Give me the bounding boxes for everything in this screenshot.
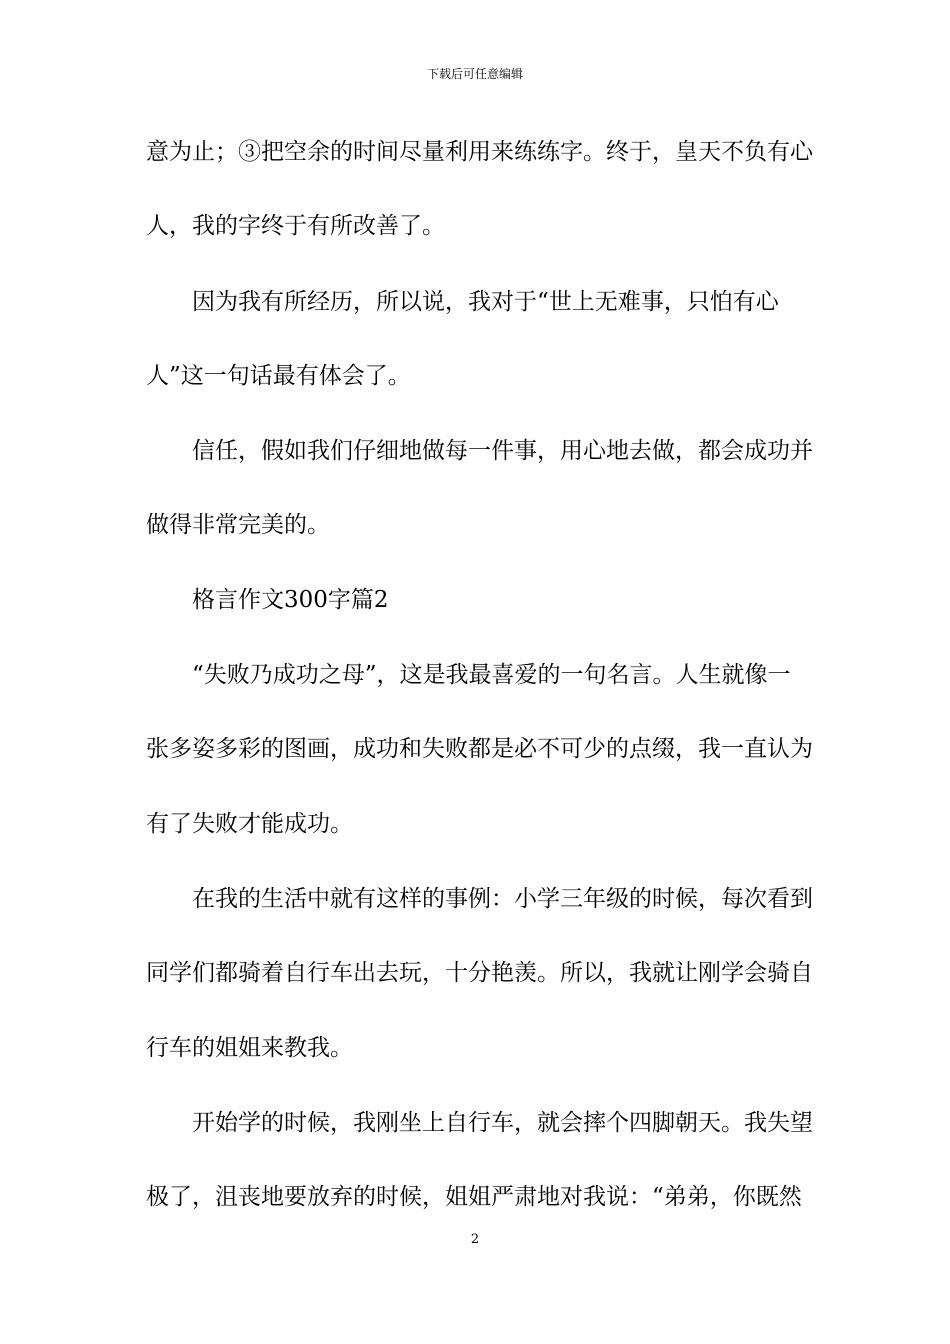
text-line: 在我的生活中就有这样的事例：小学三年级的时候，每次看到: [192, 886, 813, 912]
text-line: 人，我的字终于有所改善了。: [146, 213, 445, 239]
text-line: 有了失败才能成功。: [146, 811, 353, 837]
text-line: 开始学的时候，我刚坐上自行车，就会摔个四脚朝天。我失望: [192, 1110, 813, 1136]
text-line: 意为止；③把空余的时间尽量利用来练练字。终于，皇天不负有心: [146, 139, 813, 165]
text-line: “失败乃成功之母”，这是我最喜爱的一句名言。人生就像一: [192, 662, 791, 688]
text-line: 极了，沮丧地要放弃的时候，姐姐严肃地对我说：“弟弟，你既然: [146, 1184, 802, 1210]
section-heading: 格言作文300字篇2: [192, 587, 389, 613]
page-number: 2: [470, 1232, 480, 1247]
text-line: 张多姿多彩的图画，成功和失败都是必不可少的点缀，我一直认为: [146, 736, 813, 762]
text-line: 因为我有所经历，所以说，我对于“世上无难事，只怕有心: [192, 289, 779, 315]
text-line: 信任，假如我们仔细地做每一件事，用心地去做，都会成功并: [192, 438, 813, 464]
text-line: 同学们都骑着自行车出去玩，十分艳羡。所以，我就让刚学会骑自: [146, 960, 813, 986]
text-line: 人”这一句话最有体会了。: [146, 363, 411, 389]
page-header: 下载后可任意编辑: [426, 67, 523, 81]
text-line: 做得非常完美的。: [146, 512, 330, 538]
text-line: 行车的姐姐来教我。: [146, 1035, 353, 1061]
